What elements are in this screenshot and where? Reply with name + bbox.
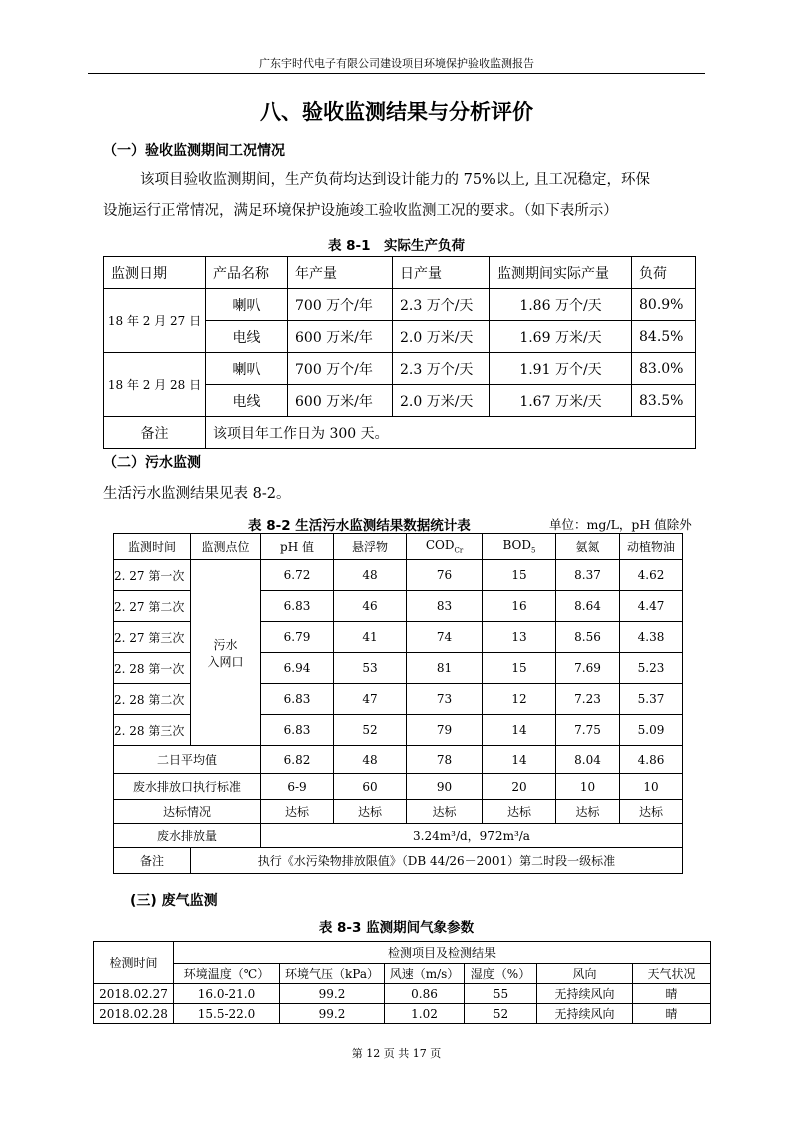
table-header: 监测日期 xyxy=(104,257,206,289)
table-cell: 1.86 万个/天 xyxy=(490,289,632,321)
table-header xyxy=(483,534,556,560)
cod-label: COD xyxy=(425,538,455,553)
table-cell: 达标 xyxy=(334,800,407,824)
table-cell: 46 xyxy=(334,591,407,622)
table-cell: 2. 28 第三次 xyxy=(114,715,191,746)
average-label: 二日平均值 xyxy=(114,746,261,774)
table-header: 负荷 xyxy=(632,257,696,289)
table-cell: 8.64 xyxy=(556,591,620,622)
table-cell: 1.67 万米/天 xyxy=(490,385,632,417)
table-cell: 90 xyxy=(407,774,483,800)
discharge-label: 废水排放量 xyxy=(114,824,261,848)
table-cell: 无持续风向 xyxy=(537,984,633,1004)
table-cell: 达标 xyxy=(483,800,556,824)
compliance-label: 达标情况 xyxy=(114,800,261,824)
table-cell: 78 xyxy=(407,746,483,774)
table-cell: 7.75 xyxy=(556,715,620,746)
header-divider xyxy=(88,73,705,74)
table-cell: 2.0 万米/天 xyxy=(393,321,490,353)
table-cell: 14 xyxy=(483,715,556,746)
table-cell: 700 万个/年 xyxy=(288,289,393,321)
table-cell: 15 xyxy=(483,653,556,684)
table-header: 环境温度（℃） xyxy=(174,964,280,984)
monitoring-point-line-1: 污水 xyxy=(213,637,238,652)
table-cell: 达标 xyxy=(407,800,483,824)
table-cell: 8.37 xyxy=(556,560,620,591)
table-cell: 73 xyxy=(407,684,483,715)
table-cell: 5.09 xyxy=(620,715,683,746)
table-cell: 8.56 xyxy=(556,622,620,653)
table-cell: 5.37 xyxy=(620,684,683,715)
table-header: pH 值 xyxy=(261,534,334,560)
table-cell: 2018.02.27 xyxy=(94,984,174,1004)
table-cell: 2.3 万个/天 xyxy=(393,289,490,321)
table-cell: 12 xyxy=(483,684,556,715)
weather-table xyxy=(93,941,711,1024)
table-cell: 2.3 万个/天 xyxy=(393,353,490,385)
table-cell: 6.83 xyxy=(261,591,334,622)
table-cell: 4.47 xyxy=(620,591,683,622)
table-cell: 6.72 xyxy=(261,560,334,591)
table-2-unit: 单位：mg/L，pH 值除外 xyxy=(549,517,692,532)
table-header: 风向 xyxy=(537,964,633,984)
table-header: 湿度（%） xyxy=(465,964,537,984)
table-cell: 74 xyxy=(407,622,483,653)
table-header: 环境气压（kPa） xyxy=(280,964,385,984)
table-cell: 无持续风向 xyxy=(537,1004,633,1024)
subsection-3-title: (三) 废气监测 xyxy=(130,893,218,909)
table-header: 动植物油 xyxy=(620,534,683,560)
table-cell: 达标 xyxy=(620,800,683,824)
table-header: 风速（m/s） xyxy=(385,964,465,984)
table-cell: 4.38 xyxy=(620,622,683,653)
table-cell: 达标 xyxy=(261,800,334,824)
table-cell: 晴 xyxy=(633,984,711,1004)
date-cell: 18 年 2 月 28 日 xyxy=(104,353,206,417)
table-cell: 700 万个/年 xyxy=(288,353,393,385)
table-cell: 8.04 xyxy=(556,746,620,774)
table-cell: 83.5% xyxy=(632,385,696,417)
table-cell: 48 xyxy=(334,746,407,774)
table-header: 监测期间实际产量 xyxy=(490,257,632,289)
note-label: 备注 xyxy=(114,848,191,874)
table-group-header: 检测项目及检测结果 xyxy=(174,942,711,964)
table-cell: 600 万米/年 xyxy=(288,385,393,417)
table-header xyxy=(407,534,483,560)
discharge-value: 3.24m³/d，972m³/a xyxy=(261,824,683,848)
table-cell: 52 xyxy=(334,715,407,746)
table-cell: 电线 xyxy=(206,385,288,417)
table-cell: 6.94 xyxy=(261,653,334,684)
table-cell: 2018.02.28 xyxy=(94,1004,174,1024)
table-cell: 13 xyxy=(483,622,556,653)
note-text: 该项目年工作日为 300 天。 xyxy=(206,417,696,449)
paragraph-1-line-1: 该项目验收监测期间，生产负荷均达到设计能力的 75%以上, 且工况稳定，环保 xyxy=(140,172,651,188)
table-cell: 7.69 xyxy=(556,653,620,684)
table-header: 检测时间 xyxy=(94,942,174,984)
table-cell: 81 xyxy=(407,653,483,684)
table-header: 产品名称 xyxy=(206,257,288,289)
table-cell: 16 xyxy=(483,591,556,622)
table-cell: 76 xyxy=(407,560,483,591)
note-label: 备注 xyxy=(104,417,206,449)
date-cell: 18 年 2 月 27 日 xyxy=(104,289,206,353)
table-cell: 电线 xyxy=(206,321,288,353)
wastewater-table xyxy=(113,533,683,874)
table-cell: 83.0% xyxy=(632,353,696,385)
table-cell: 5.23 xyxy=(620,653,683,684)
table-cell: 99.2 xyxy=(280,984,385,1004)
table-header: 天气状况 xyxy=(633,964,711,984)
table-header: 悬浮物 xyxy=(334,534,407,560)
table-cell: 10 xyxy=(620,774,683,800)
table-cell: 99.2 xyxy=(280,1004,385,1024)
bod-label: BOD xyxy=(502,538,532,553)
paragraph-2: 生活污水监测结果见表 8-2。 xyxy=(103,486,291,502)
table-1-caption: 表 8-1 实际生产负荷 xyxy=(327,238,466,254)
table-cell: 4.62 xyxy=(620,560,683,591)
table-cell: 2. 27 第三次 xyxy=(114,622,191,653)
table-cell: 80.9% xyxy=(632,289,696,321)
table-cell: 喇叭 xyxy=(206,289,288,321)
table-cell: 14 xyxy=(483,746,556,774)
table-cell: 600 万米/年 xyxy=(288,321,393,353)
table-2-caption: 表 8-2 生活污水监测结果数据统计表 xyxy=(248,518,471,534)
table-cell: 6.79 xyxy=(261,622,334,653)
table-cell: 15 xyxy=(483,560,556,591)
table-cell: 41 xyxy=(334,622,407,653)
subsection-2-title: （二）污水监测 xyxy=(103,455,201,471)
table-cell: 15.5-22.0 xyxy=(174,1004,280,1024)
table-cell: 2. 27 第二次 xyxy=(114,591,191,622)
table-header: 监测时间 xyxy=(114,534,191,560)
table-cell: 1.02 xyxy=(385,1004,465,1024)
monitoring-point-line-2: 入网口 xyxy=(207,654,244,669)
table-header: 监测点位 xyxy=(191,534,261,560)
table-cell: 1.69 万米/天 xyxy=(490,321,632,353)
table-cell: 6.83 xyxy=(261,684,334,715)
table-cell: 52 xyxy=(465,1004,537,1024)
table-cell: 55 xyxy=(465,984,537,1004)
table-3-caption: 表 8-3 监测期间气象参数 xyxy=(318,920,475,936)
table-cell: 2. 28 第一次 xyxy=(114,653,191,684)
cod-subscript: Cr xyxy=(454,546,464,555)
production-load-table xyxy=(103,256,696,449)
table-cell: 20 xyxy=(483,774,556,800)
subsection-1-title: （一）验收监测期间工况情况 xyxy=(103,143,285,159)
table-cell: 60 xyxy=(334,774,407,800)
table-cell: 1.91 万个/天 xyxy=(490,353,632,385)
table-cell: 晴 xyxy=(633,1004,711,1024)
table-cell: 83 xyxy=(407,591,483,622)
table-cell: 2. 28 第二次 xyxy=(114,684,191,715)
section-title: 八、验收监测结果与分析评价 xyxy=(260,100,533,124)
table-cell: 6.82 xyxy=(261,746,334,774)
table-cell: 84.5% xyxy=(632,321,696,353)
table-cell: 2. 27 第一次 xyxy=(114,560,191,591)
table-cell: 10 xyxy=(556,774,620,800)
table-cell: 2.0 万米/天 xyxy=(393,385,490,417)
table-cell: 7.23 xyxy=(556,684,620,715)
table-cell: 喇叭 xyxy=(206,353,288,385)
table-cell: 达标 xyxy=(556,800,620,824)
bod-subscript: 5 xyxy=(531,546,536,555)
table-cell: 4.86 xyxy=(620,746,683,774)
table-cell: 47 xyxy=(334,684,407,715)
table-cell: 53 xyxy=(334,653,407,684)
table-cell: 48 xyxy=(334,560,407,591)
table-cell: 6.83 xyxy=(261,715,334,746)
table-cell: 16.0-21.0 xyxy=(174,984,280,1004)
table-cell: 0.86 xyxy=(385,984,465,1004)
page-footer: 第 12 页 共 17 页 xyxy=(351,1047,442,1060)
paragraph-1-line-2: 设施运行正常情况，满足环境保护设施竣工验收监测工况的要求。（如下表所示） xyxy=(103,203,618,219)
monitoring-point xyxy=(191,560,261,746)
table-header: 年产量 xyxy=(288,257,393,289)
table-cell: 6-9 xyxy=(261,774,334,800)
table-cell: 79 xyxy=(407,715,483,746)
table-header: 日产量 xyxy=(393,257,490,289)
note-text: 执行《水污染物排放限值》（DB 44/26－2001）第二时段一级标准 xyxy=(191,848,683,874)
table-header: 氨氮 xyxy=(556,534,620,560)
standard-label: 废水排放口执行标准 xyxy=(114,774,261,800)
page-header: 广东宇时代电子有限公司建设项目环境保护验收监测报告 xyxy=(259,57,534,70)
